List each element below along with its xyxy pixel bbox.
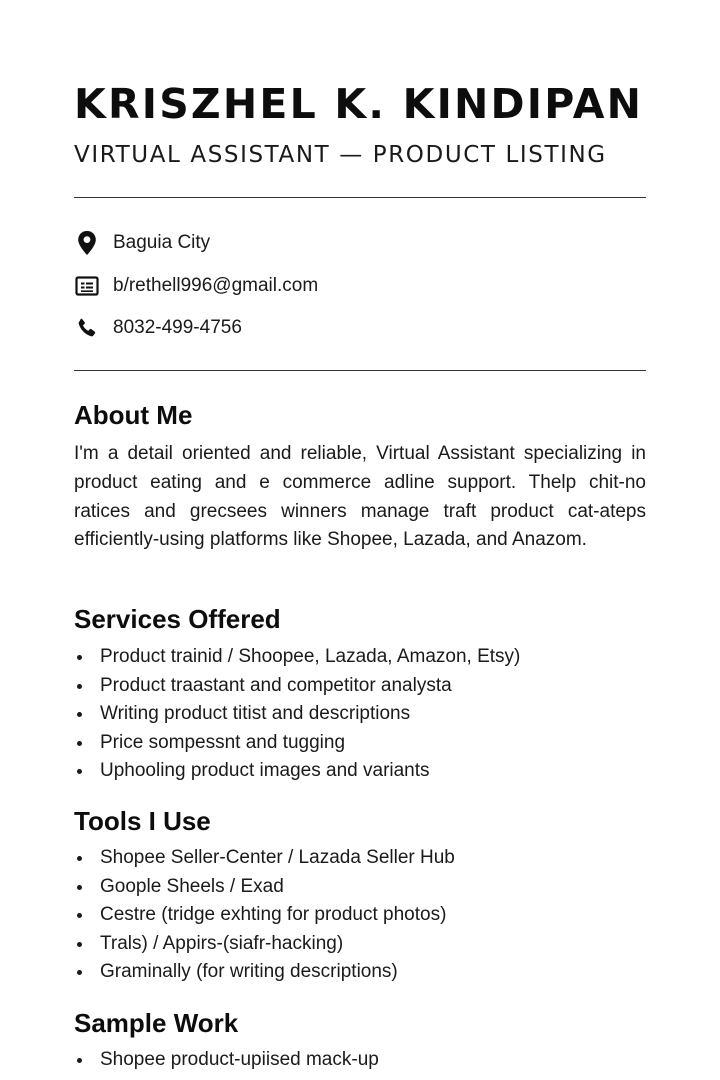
- services-list: [74, 643, 646, 786]
- tools-list: [74, 844, 646, 987]
- contact-phone: [74, 313, 646, 343]
- location-text: Baguia City: [113, 232, 211, 253]
- list-item: Shopee product-upiised mack-up: [74, 1046, 646, 1075]
- tools-heading: Tools I Use: [74, 806, 211, 836]
- email-icon: [74, 273, 100, 299]
- services-heading: Services Offered: [74, 604, 281, 634]
- map-pin-icon: [74, 230, 100, 256]
- contact-location: [74, 228, 646, 258]
- name-heading: KRISZHEL K. KINDIPAN: [74, 80, 644, 128]
- list-item: Product trainid / Shoopee, Lazada, Amazon, Etsy): [74, 643, 646, 672]
- list-item: Trals) / Appirs-(siafr-hacking): [74, 930, 646, 959]
- list-item: Shopee Seller-Center / Lazada Seller Hub: [74, 844, 646, 873]
- list-item: Writing product titist and descriptions: [74, 700, 646, 729]
- about-heading: About Me: [74, 400, 193, 430]
- divider-bottom: [74, 370, 646, 371]
- email-text[interactable]: b/rethell996@gmail.com: [113, 275, 319, 296]
- list-item: Uphooling product images and variants: [74, 757, 646, 786]
- list-item: Product traastant and competitor analysta: [74, 672, 646, 701]
- list-item: Goople Sheels / Exad: [74, 873, 646, 902]
- about-text: I'm a detail oriented and reliable, Virtual Assistant specializing in product eating and e commerce adline support. Thelp chit-no ratices and grecsees winners manage traft product cat-ateps efficiently-using platforms like Shopee, Lazada, and Anazom.: [74, 443, 646, 551]
- phone-icon: [74, 315, 100, 341]
- list-item: Price sompessnt and tugging: [74, 729, 646, 758]
- divider-top: [74, 197, 646, 198]
- sample-heading: Sample Work: [74, 1008, 239, 1038]
- contact-email: [74, 271, 646, 301]
- sample-list: [74, 1046, 646, 1075]
- job-title: VIRTUAL ASSISTANT — PRODUCT LISTING: [74, 142, 607, 168]
- list-item: Cestre (tridge exhting for product photos): [74, 901, 646, 930]
- phone-text[interactable]: 8032-499-4756: [113, 317, 242, 338]
- list-item: Graminally (for writing descriptions): [74, 958, 646, 987]
